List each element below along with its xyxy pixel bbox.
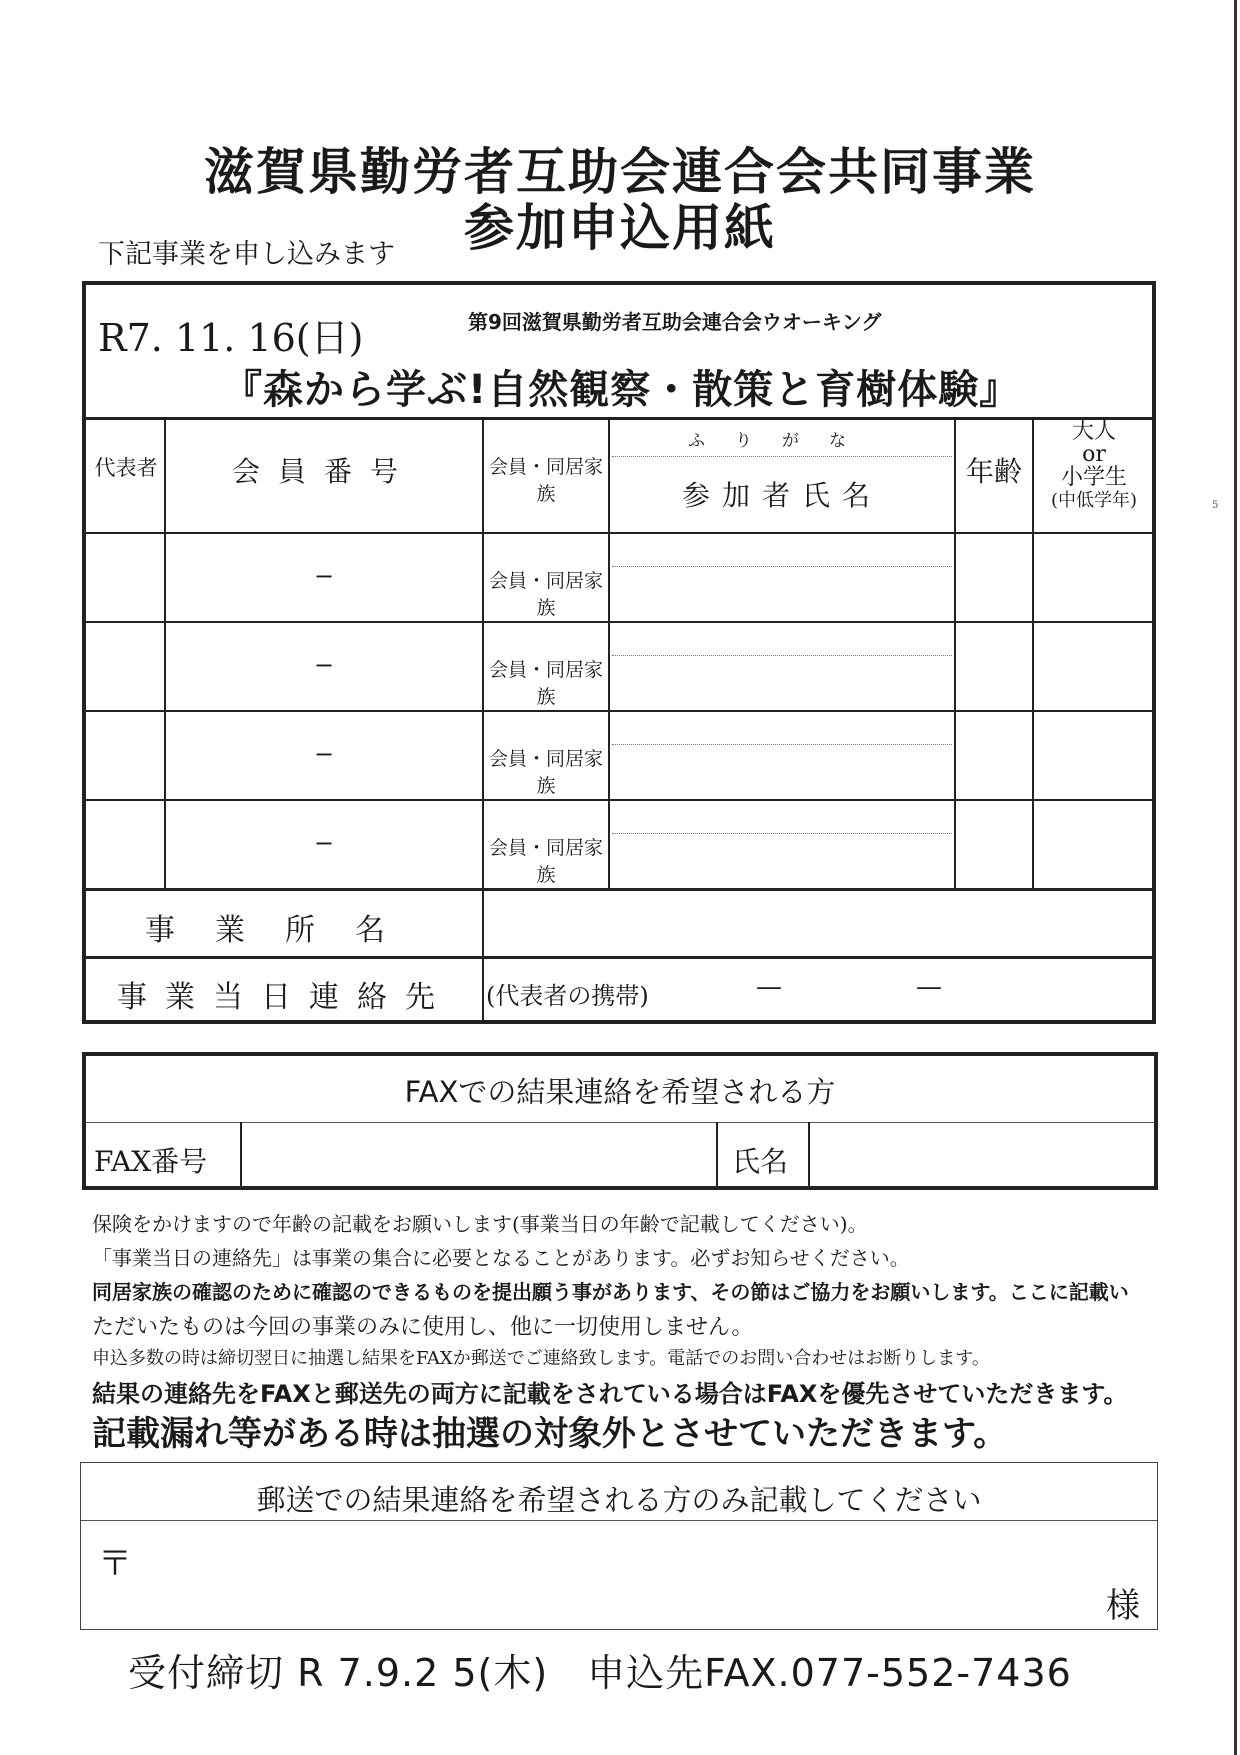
header-furigana: ふりがな — [688, 431, 876, 451]
fax-name-label: 氏名 — [732, 1145, 789, 1178]
fax-col-divider — [808, 1122, 810, 1186]
contact-hint: (代表者の携帯) — [486, 982, 649, 1010]
scan-edge — [1234, 0, 1237, 1755]
row-divider — [86, 621, 1152, 623]
col-divider — [954, 420, 956, 890]
header-adult-line4: (中低学年) — [1050, 490, 1138, 511]
event-date: R7. 11. 16(日) — [98, 316, 364, 360]
page-number: 5 — [1212, 500, 1219, 511]
furigana-line — [612, 655, 952, 656]
phone-separator: — — [756, 972, 782, 1002]
note-usage: ただいたものは今回の事業のみに使用し、他に一切使用しません。 — [92, 1315, 754, 1340]
form-title-line2: 参加申込用紙 — [464, 199, 776, 257]
member-number-field[interactable]: − — [313, 651, 335, 679]
note-fax-priority: 結果の連絡先をFAXと郵送先の両方に記載をされている場合はFAXを優先させていただきます。 — [92, 1380, 1128, 1408]
header-participant-name: 参加者氏名 — [681, 479, 882, 512]
col-divider — [482, 420, 484, 1020]
business-name-label: 事業所名 — [145, 913, 425, 948]
phone-separator: — — [916, 972, 942, 1002]
event-subtitle: 第9回滋賀県勤労者互助会連合会ウオーキング — [468, 310, 882, 334]
furigana-line — [612, 566, 952, 567]
contact-label: 事業当日連絡先 — [117, 980, 453, 1015]
member-kind-option[interactable]: 会員・同居家族 — [488, 570, 603, 619]
form-title-line1: 滋賀県勤労者互助会連合会共同事業 — [204, 143, 1036, 201]
honorific: 様 — [1106, 1586, 1140, 1626]
postal-mark: 〒 — [98, 1544, 132, 1584]
header-member-number: 会員番号 — [231, 455, 416, 488]
note-exclusion: 記載漏れ等がある時は抽選の対象外とさせていただきます。 — [92, 1414, 1008, 1454]
member-kind-option[interactable]: 会員・同居家族 — [488, 748, 603, 797]
header-member-kind: 会員・同居家族 — [488, 456, 603, 505]
member-kind-option[interactable]: 会員・同居家族 — [488, 837, 603, 886]
header-adult-line1: 大人 — [1071, 419, 1116, 444]
note-contact: 「事業当日の連絡先」は事業の集合に必要となることがあります。必ずお知らせください。 — [92, 1246, 910, 1270]
intro-text: 下記事業を申し込みます — [98, 239, 395, 270]
fax-col-divider — [716, 1122, 718, 1186]
header-age: 年齢 — [965, 455, 1022, 488]
fax-number-label: FAX番号 — [94, 1145, 208, 1178]
note-age: 保険をかけますので年齢の記載をお願いします(事業当日の年齢で記載してください)。 — [92, 1212, 868, 1236]
note-family-check: 同居家族の確認のために確認のできるものを提出願う事があります、その節はご協力をお願いします。ここに記載い — [92, 1280, 1129, 1304]
fax-divider — [86, 1122, 1154, 1123]
mail-section-title: 郵送での結果連絡を希望される方のみ記載してください — [256, 1483, 982, 1517]
member-number-field[interactable]: − — [313, 829, 335, 857]
furigana-line — [612, 833, 952, 834]
header-adult-line3: 小学生 — [1060, 465, 1127, 490]
header-adult-line2: or — [1082, 442, 1106, 467]
row-divider — [86, 956, 1152, 959]
fax-section-title: FAXでの結果連絡を希望される方 — [404, 1075, 836, 1109]
note-lottery: 申込多数の時は締切翌日に抽選し結果をFAXか郵送でご連絡致します。電話でのお問い合わせはお断りします。 — [92, 1348, 990, 1369]
row-divider — [86, 888, 1152, 891]
row-divider — [86, 710, 1152, 712]
header-adult-or-child — [1034, 420, 1154, 512]
row-divider — [86, 799, 1152, 801]
furigana-line — [612, 744, 952, 745]
fax-col-divider — [240, 1122, 242, 1186]
deadline-footer: 受付締切 R 7.9.2 5(木) 申込先FAX.077-552-7436 — [128, 1651, 1072, 1695]
header-representative: 代表者 — [94, 456, 158, 480]
event-title: 『森から学ぶ!自然観察・散策と育樹体験』 — [222, 367, 1021, 413]
mail-divider — [81, 1520, 1157, 1521]
row-divider — [86, 532, 1152, 534]
member-number-field[interactable]: − — [313, 740, 335, 768]
furigana-line — [612, 456, 952, 457]
member-number-field[interactable]: − — [313, 562, 335, 590]
member-kind-option[interactable]: 会員・同居家族 — [488, 659, 603, 708]
